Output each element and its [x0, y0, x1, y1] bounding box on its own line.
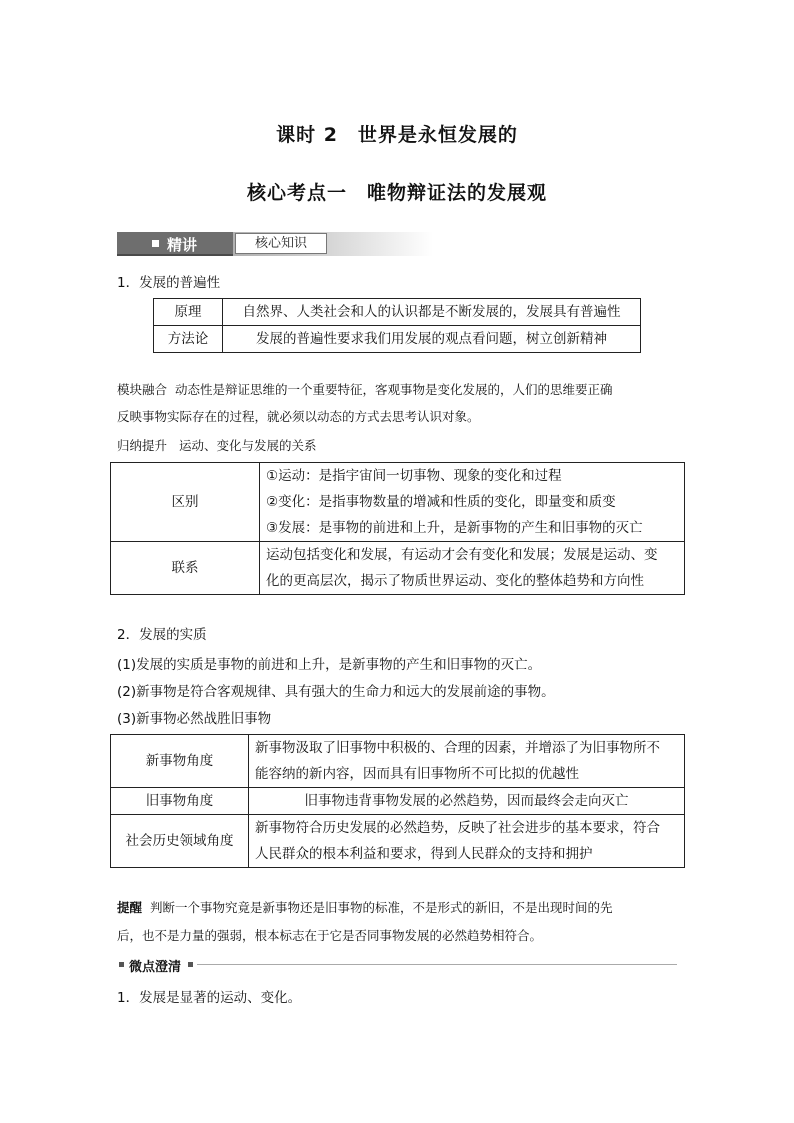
square-bullet-icon	[188, 962, 193, 967]
weidian-header	[117, 956, 677, 974]
sec2-p2: (2)新事物是符合客观规律、具有强大的生命力和远大的发展前途的事物。	[117, 684, 555, 700]
table-row	[111, 815, 685, 868]
table-cell-value: 旧事物违背事物发展的必然趋势，因而最终会走向灭亡	[249, 788, 685, 815]
mokuai-label: 模块融合	[117, 382, 168, 397]
clarify-item-1: 1．发展是显著的运动、变化。	[117, 990, 302, 1006]
mokuai-paragraph	[117, 380, 677, 400]
mokuai-line1: 动态性是辩证思维的一个重要特征，客观事物是变化发展的，人们的思维要正确	[174, 382, 613, 397]
table-cell-value: 发展的普遍性要求我们用发展的观点看问题，树立创新精神	[223, 326, 641, 353]
table-cell-key: 旧事物角度	[111, 788, 249, 815]
table-row	[154, 299, 641, 326]
square-bullet-icon	[119, 962, 124, 967]
table-row	[154, 326, 641, 353]
relation-table	[110, 462, 685, 595]
table-cell-key: 区别	[111, 463, 260, 542]
table-cell-key: 新事物角度	[111, 735, 249, 788]
table-cell-value	[260, 542, 685, 595]
table-cell-key: 原理	[154, 299, 223, 326]
weidian-label: 微点澄清	[129, 960, 182, 975]
lesson-title: 课时 2 世界是永恒发展的	[276, 124, 518, 146]
square-bullet-icon	[152, 240, 159, 247]
cell-line: 能容纳的新内容，因而具有旧事物所不可比拟的优越性	[255, 766, 579, 782]
banner-tab: 核心知识	[235, 233, 327, 254]
section-title: 核心考点一 唯物辩证法的发展观	[246, 182, 547, 204]
diff-item: ①运动：是指宇宙间一切事物、现象的变化和过程	[266, 468, 562, 484]
table-cell-value	[249, 735, 685, 788]
table-row	[111, 735, 685, 788]
guina-text: 运动、变化与发展的关系	[178, 438, 317, 453]
table-row	[111, 542, 685, 595]
banner-label: 精讲	[167, 236, 198, 254]
universality-table	[153, 298, 641, 353]
tixing-paragraph	[117, 898, 677, 918]
sec2-heading: 2．发展的实质	[117, 627, 207, 643]
guina-line	[117, 436, 316, 456]
table-row	[111, 463, 685, 542]
divider-line	[197, 964, 677, 965]
tixing-line1: 判断一个事物究竟是新事物还是旧事物的标准，不是形式的新旧，不是出现时间的先	[149, 900, 613, 915]
table-cell-value	[249, 815, 685, 868]
table-cell-key: 社会历史领域角度	[111, 815, 249, 868]
new-old-table	[110, 734, 685, 868]
table-cell-value	[260, 463, 685, 542]
table-cell-value: 自然界、人类社会和人的认识都是不断发展的，发展具有普遍性	[223, 299, 641, 326]
jingjiang-banner	[117, 232, 433, 256]
sec1-heading: 1．发展的普遍性	[117, 275, 221, 291]
table-cell-key: 方法论	[154, 326, 223, 353]
tixing-label: 提醒	[117, 900, 143, 915]
sec2-p1: (1)发展的实质是事物的前进和上升，是新事物的产生和旧事物的灭亡。	[117, 657, 542, 673]
cell-line: 新事物符合历史发展的必然趋势，反映了社会进步的基本要求，符合	[255, 820, 660, 836]
cell-line: 新事物汲取了旧事物中积极的、合理的因素，并增添了为旧事物所不	[255, 740, 660, 756]
diff-item: ③发展：是事物的前进和上升，是新事物的产生和旧事物的灭亡	[266, 520, 643, 536]
link-line: 运动包括变化和发展，有运动才会有变化和发展；发展是运动、变	[266, 547, 658, 563]
diff-item: ②变化：是指事物数量的增减和性质的变化，即量变和质变	[266, 494, 616, 510]
tixing-line2: 后，也不是力量的强弱，根本标志在于它是否同事物发展的必然趋势相符合。	[117, 928, 543, 943]
link-line: 化的更高层次，揭示了物质世界运动、变化的整体趋势和方向性	[266, 573, 644, 589]
cell-line: 人民群众的根本利益和要求，得到人民群众的支持和拥护	[255, 846, 593, 862]
table-cell-key: 联系	[111, 542, 260, 595]
sec2-p3: (3)新事物必然战胜旧事物	[117, 711, 272, 727]
mokuai-line2: 反映事物实际存在的过程，就必须以动态的方式去思考认识对象。	[117, 409, 480, 424]
table-row	[111, 788, 685, 815]
guina-label: 归纳提升	[117, 438, 168, 453]
